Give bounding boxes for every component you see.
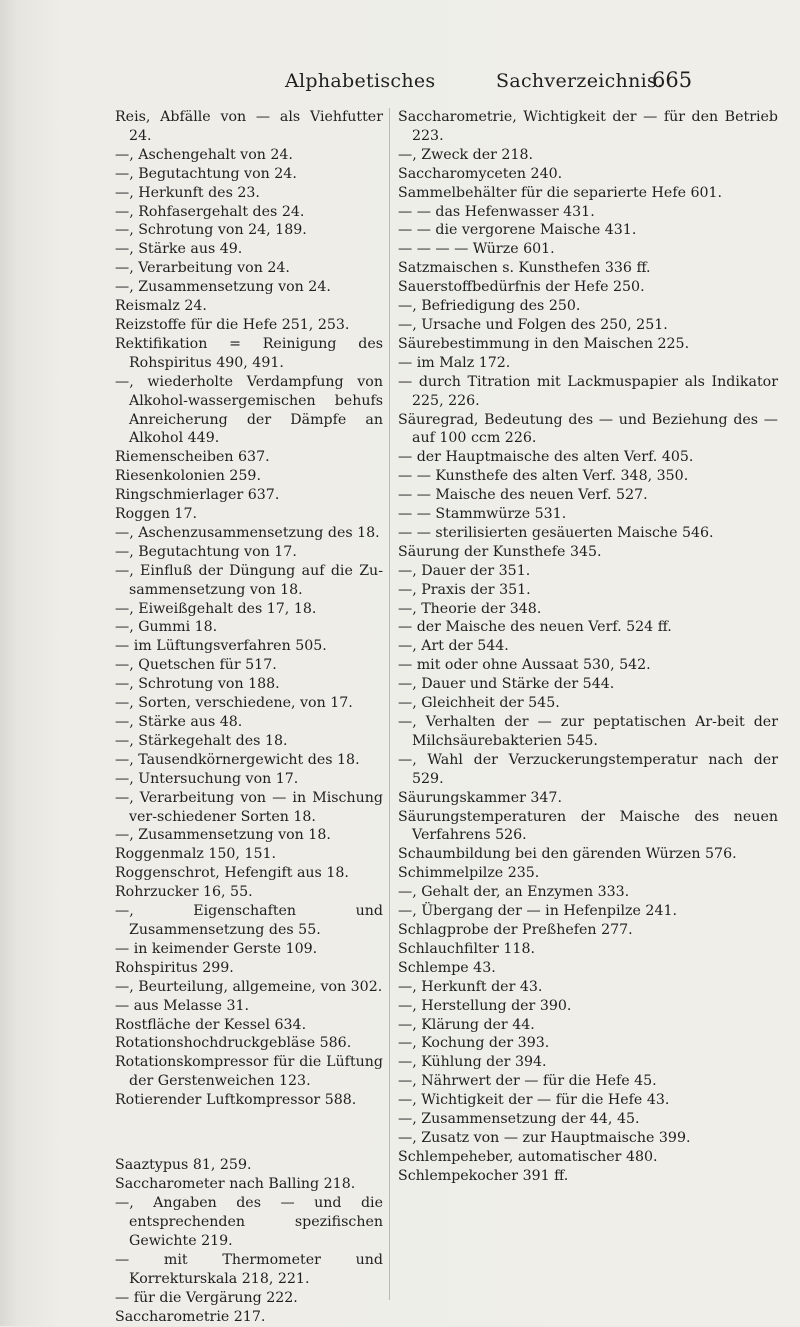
header-title-left: Alphabetisches: [285, 70, 436, 92]
index-entry: —, Zusammensetzung der 44, 45.: [398, 1111, 640, 1128]
index-entry: —, Stärke aus 49.: [115, 241, 243, 258]
index-entry: Saccharomyceten 240.: [398, 165, 563, 182]
index-entry: —, Untersuchung von 17.: [115, 770, 299, 787]
index-entry: — im Malz 172.: [398, 354, 511, 371]
index-entry: —, Verarbeitung von — in Mischung ver-schiedener Sorten 18.: [115, 789, 383, 825]
index-entry: —, Gummi 18.: [115, 619, 218, 636]
index-entry: —, Rohfasergehalt des 24.: [115, 203, 305, 220]
index-entry: Rotationskompressor für die Lüftung der Gerstenweichen 123.: [115, 1054, 383, 1090]
index-entry: Saccharometrie, Wichtigkeit der — für den Betrieb 223.: [398, 109, 778, 144]
index-entry: Reis, Abfälle von — als Viehfutter 24.: [115, 109, 383, 144]
index-entry: —, Herkunft der 43.: [398, 978, 543, 995]
index-entry: —, Beurteilung, allgemeine, von 302.: [115, 978, 383, 995]
index-entry: Schlempekocher 391 ff.: [398, 1167, 569, 1184]
index-entry: —, Zusatz von — zur Hauptmaische 399.: [398, 1129, 691, 1146]
header-title-right: Sachverzeichnis.: [496, 70, 664, 92]
index-entry: Säurebestimmung in den Maischen 225.: [398, 335, 690, 352]
index-entry: Roggenschrot, Hefengift aus 18.: [115, 865, 349, 882]
index-entry: —, Eiweißgehalt des 17, 18.: [115, 600, 317, 617]
index-entry: Rotierender Luftkompressor 588.: [115, 1092, 357, 1109]
index-entry: —, Dauer der 351.: [398, 562, 531, 579]
index-entry: — — das Hefenwasser 431.: [398, 203, 595, 220]
index-entry: —, Zweck der 218.: [398, 146, 534, 163]
index-entry: Satzmaischen s. Kunsthefen 336 ff.: [398, 260, 651, 277]
index-entry: Schlempeheber, automatischer 480.: [398, 1148, 658, 1165]
index-entry: Roggenmalz 150, 151.: [115, 846, 277, 863]
index-entry: —, Ursache und Folgen des 250, 251.: [398, 316, 668, 333]
index-entry: Roggen 17.: [115, 506, 197, 523]
index-entry: —, Eigenschaften und Zusammensetzung des 55.: [115, 903, 383, 938]
index-entry: — — sterilisierten gesäuerten Maische 546.: [398, 524, 714, 541]
index-entry: —, Gehalt der, an Enzymen 333.: [398, 884, 630, 901]
index-entry: —, Begutachtung von 17.: [115, 543, 297, 560]
index-entry: — durch Titration mit Lackmuspapier als Indikator 225, 226.: [398, 373, 778, 409]
index-entry: Schimmelpilze 235.: [398, 865, 540, 882]
index-entry: —, Stärke aus 48.: [115, 714, 243, 730]
index-entry: Schaumbildung bei den gärenden Würzen 576.: [398, 846, 737, 863]
index-entry: Säurung der Kunsthefe 345.: [398, 543, 602, 560]
index-entry: Saccharometrie 217.: [115, 1308, 266, 1325]
index-entry: — — Kunsthefe des alten Verf. 348, 350.: [398, 468, 689, 485]
index-entry: Sammelbehälter für die separierte Hefe 601.: [398, 184, 723, 201]
index-entry: —, Sorten, verschiedene, von 17.: [115, 695, 353, 712]
index-entry: — mit oder ohne Aussaat 530, 542.: [398, 657, 651, 674]
index-entry: — — die vergorene Maische 431.: [398, 222, 637, 239]
index-entry: — — Maische des neuen Verf. 527.: [398, 487, 648, 504]
index-entry: —, Theorie der 348.: [398, 600, 542, 617]
index-entry: Riemenscheiben 637.: [115, 449, 270, 466]
index-entry: — mit Thermometer und Korrekturskala 218, 221.: [115, 1251, 383, 1287]
index-entry: —, Gleichheit der 545.: [398, 695, 560, 712]
index-entry: —, Wichtigkeit der — für die Hefe 43.: [398, 1092, 670, 1109]
index-entry: —, Angaben des — und die entsprechenden spezifischen Gewichte 219.: [115, 1195, 383, 1250]
index-column-left: [115, 108, 383, 1327]
index-entry: —, Dauer und Stärke der 544.: [398, 676, 615, 693]
index-entry: Schlempe 43.: [398, 959, 496, 976]
index-entry: Rohspiritus 299.: [115, 959, 234, 976]
column-divider: [389, 108, 390, 1300]
index-entry: Säurungstemperaturen der Maische des neuen Verfahrens 526.: [398, 808, 778, 844]
index-entry: —, wiederholte Verdampfung von Alkohol-wassergemischen behufs Anreicherung der Dämpfe an Alkohol 449.: [115, 373, 383, 447]
index-entry: —, Herkunft des 23.: [115, 184, 260, 201]
running-header: [0, 70, 800, 100]
index-entry: —, Kochung der 393.: [398, 1035, 550, 1052]
index-entry: Schlagprobe der Preßhefen 277.: [398, 921, 633, 938]
index-entry: Reizstoffe für die Hefe 251, 253.: [115, 316, 350, 333]
index-entry: —, Nährwert der — für die Hefe 45.: [398, 1073, 657, 1090]
index-entry: —, Aschengehalt von 24.: [115, 146, 293, 163]
index-entry: — für die Vergärung 222.: [115, 1289, 298, 1306]
index-entry: Rotationshochdruckgebläse 586.: [115, 1035, 352, 1052]
index-entry: —, Quetschen für 517.: [115, 657, 277, 674]
index-entry: Riesenkolonien 259.: [115, 468, 261, 485]
index-entry: —, Übergang der — in Hefenpilze 241.: [398, 903, 678, 920]
index-entry: Saaztypus 81, 259.: [115, 1157, 252, 1174]
index-entry: Rohrzucker 16, 55.: [115, 884, 253, 901]
index-column-right: [398, 108, 778, 1186]
index-entry: —, Verhalten der — zur peptatischen Ar-beit der Milchsäurebakterien 545.: [398, 714, 778, 749]
index-entry: Säurungskammer 347.: [398, 789, 562, 806]
index-entry: —, Schrotung von 24, 189.: [115, 222, 307, 239]
index-entry: —, Praxis der 351.: [398, 581, 531, 598]
index-entry: —, Herstellung der 390.: [398, 997, 572, 1014]
index-entry: —, Klärung der 44.: [398, 1016, 535, 1033]
index-entry: — in keimender Gerste 109.: [115, 940, 318, 957]
page-number: 665: [652, 68, 693, 92]
index-entry: —, Kühlung der 394.: [398, 1054, 547, 1071]
index-entry: Schlauchfilter 118.: [398, 940, 535, 957]
index-entry: — aus Melasse 31.: [115, 997, 250, 1014]
index-entry: Rostfläche der Kessel 634.: [115, 1016, 307, 1033]
index-entry: — im Lüftungsverfahren 505.: [115, 638, 327, 655]
index-entry: —, Befriedigung des 250.: [398, 298, 581, 315]
index-entry: Sauerstoffbedürfnis der Hefe 250.: [398, 279, 645, 296]
index-entry: —, Stärkegehalt des 18.: [115, 732, 288, 749]
index-entry: Rektifikation = Reinigung des Rohspiritus 490, 491.: [115, 335, 383, 371]
index-entry: —, Art der 544.: [398, 638, 509, 655]
index-entry: —, Verarbeitung von 24.: [115, 260, 290, 277]
index-entry: Säuregrad, Bedeutung des — und Beziehung des — auf 100 ccm 226.: [398, 411, 778, 447]
index-entry: — der Hauptmaische des alten Verf. 405.: [398, 449, 694, 466]
index-entry: — — — — Würze 601.: [398, 241, 555, 258]
section-gap: [115, 1124, 383, 1142]
index-entry: —, Wahl der Verzuckerungstemperatur nach der 529.: [398, 751, 778, 787]
index-entry: —, Tausendkörnergewicht des 18.: [115, 751, 360, 768]
index-entry: —, Schrotung von 188.: [115, 676, 280, 693]
index-entry: — — Stammwürze 531.: [398, 506, 567, 523]
index-entry: Reismalz 24.: [115, 298, 207, 315]
index-entry: — der Maische des neuen Verf. 524 ff.: [398, 619, 672, 636]
index-entry: Ringschmierlager 637.: [115, 487, 280, 504]
index-entry: —, Einfluß der Düngung auf die Zu-sammensetzung von 18.: [115, 562, 383, 598]
index-entry: —, Zusammensetzung von 18.: [115, 827, 331, 844]
index-entry: —, Begutachtung von 24.: [115, 165, 297, 182]
index-entry: Saccharometer nach Balling 218.: [115, 1176, 356, 1193]
index-entry: —, Aschenzusammensetzung des 18.: [115, 524, 380, 541]
index-entry: —, Zusammensetzung von 24.: [115, 279, 331, 296]
